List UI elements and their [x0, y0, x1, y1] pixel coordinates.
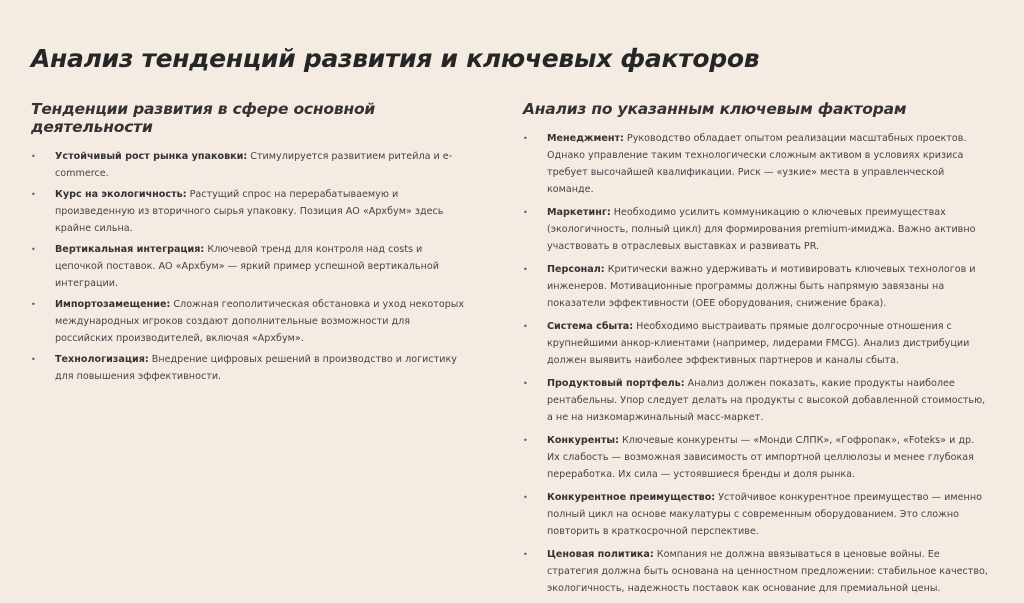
slide-title: Анализ тенденций развития и ключевых факторов: [31, 44, 760, 73]
trends-heading: Тенденции развития в сфере основной деятельности: [31, 100, 376, 136]
item-text: Ключевые конкуренты — «Монди СЛПК», «Гофропак», «Foteks» и др. Их слабость — возможная зависимость от импортной целлюлозы и менее глубокая переработка. Их сила — устоявшиеся бренды и доля рынка.: [547, 435, 975, 480]
item-term: Продуктовый портфель:: [547, 378, 685, 389]
bullet-icon: •: [523, 550, 528, 559]
list-item: [523, 318, 988, 369]
bullet-icon: •: [31, 152, 36, 161]
item-term: Конкурентное преимущество:: [547, 492, 716, 503]
factors-heading: Анализ по указанным ключевым факторам: [523, 100, 907, 118]
bullet-icon: •: [31, 190, 36, 199]
item-text: Сложная геополитическая обстановка и уход некоторых международных игроков создают дополнительные возможности для российских производителей, включая «Архбум».: [55, 299, 465, 344]
list-item: [523, 375, 988, 426]
item-term: Импортозамещение:: [55, 299, 171, 310]
factors-list: [523, 130, 988, 597]
trends-column: [31, 100, 471, 389]
list-item: [31, 148, 471, 182]
item-text: Необходимо усилить коммуникацию о ключевых преимуществах (экологичность, полный цикл) для формирования premium-имиджа. Важно активно участвовать в отраслевых выставках и развивать PR.: [547, 207, 976, 252]
item-term: Устойчивый рост рынка упаковки:: [55, 151, 248, 162]
bullet-icon: •: [31, 300, 36, 309]
list-item: [31, 241, 471, 292]
list-item: [31, 351, 471, 385]
item-text: Критически важно удерживать и мотивировать ключевых технологов и инженеров. Мотивационные программы должны быть напрямую завязаны на показатели эффективности (OEE оборудования, снижение брака).: [547, 264, 976, 309]
item-term: Менеджмент:: [547, 133, 624, 144]
list-item: [523, 130, 988, 198]
item-term: Конкуренты:: [547, 435, 619, 446]
list-item: [31, 296, 471, 347]
item-text: Руководство обладает опытом реализации масштабных проектов. Однако управление таким технологически сложным активом в условиях кризиса требует высочайшей квалификации. Риск — «узкие» места в управленческой команде.: [547, 133, 967, 195]
item-text: Анализ должен показать, какие продукты наиболее рентабельны. Упор следует делать на продукты с высокой добавленной стоимостью, а не на низкомаржинальный масс-маркет.: [547, 378, 986, 423]
list-item: [31, 186, 471, 237]
item-term: Курс на экологичность:: [55, 189, 187, 200]
item-text: Необходимо выстраивать прямые долгосрочные отношения с крупнейшими анкор-клиентами (например, лидерами FMCG). Анализ дистрибуции должен выявить наиболее эффективных партнеров и каналы сбыта.: [547, 321, 970, 366]
item-term: Персонал:: [547, 264, 605, 275]
item-term: Технологизация:: [55, 354, 149, 365]
item-term: Ценовая политика:: [547, 549, 654, 560]
bullet-icon: •: [523, 493, 528, 502]
bullet-icon: •: [31, 245, 36, 254]
trends-list: [31, 148, 471, 385]
bullet-icon: •: [523, 265, 528, 274]
bullet-icon: •: [523, 322, 528, 331]
list-item: [523, 204, 988, 255]
bullet-icon: •: [523, 436, 528, 445]
list-item: [523, 261, 988, 312]
item-term: Вертикальная интеграция:: [55, 244, 205, 255]
bullet-icon: •: [31, 355, 36, 364]
bullet-icon: •: [523, 134, 528, 143]
factors-column: [523, 100, 988, 603]
item-term: Маркетинг:: [547, 207, 611, 218]
item-text: Ключевой тренд для контроля над costs и цепочкой поставок. АО «Архбум» — яркий пример успешной вертикальной интеграции.: [55, 244, 439, 289]
list-item: [523, 546, 988, 597]
bullet-icon: •: [523, 379, 528, 388]
item-text: Растущий спрос на перерабатываемую и произведенную из вторичного сырья упаковку. Позиция АО «Архбум» здесь крайне сильна.: [55, 189, 444, 234]
item-text: Внедрение цифровых решений в производство и логистику для повышения эффективности.: [55, 354, 457, 382]
list-item: [523, 489, 988, 540]
item-term: Система сбыта:: [547, 321, 634, 332]
item-text: Компания не должна ввязываться в ценовые войны. Ее стратегия должна быть основана на ценностном предложении: стабильное качество, экологичность, надежность поставок как основание для премиальной цены.: [547, 549, 988, 594]
item-text: Стимулируется развитием ритейла и e-commerce.: [55, 151, 453, 179]
list-item: [523, 432, 988, 483]
bullet-icon: •: [523, 208, 528, 217]
item-text: Устойчивое конкурентное преимущество — именно полный цикл на основе макулатуры с современным оборудованием. Это сложно повторить в краткосрочной перспективе.: [547, 492, 982, 537]
